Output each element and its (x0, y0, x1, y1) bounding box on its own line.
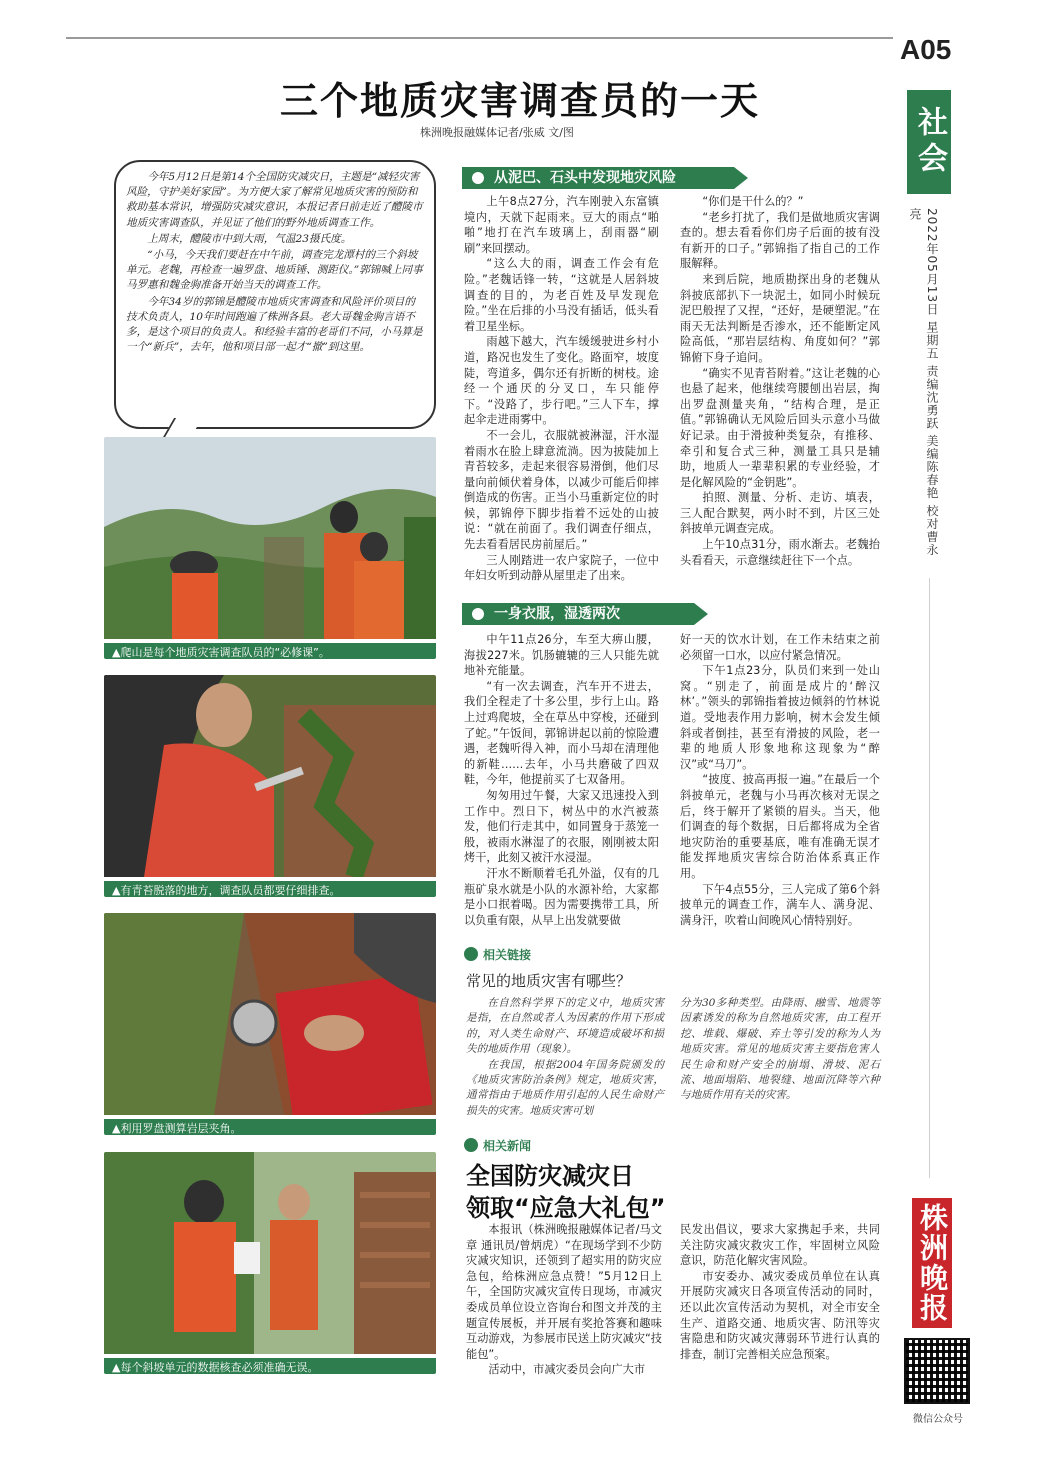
related-col1 (466, 996, 664, 1119)
body-paragraph: 汗水不断顺着毛孔外溢，仅有的几瓶矿泉水就是小队的水源补给，大家都是小口抿着喝。因为需要携带工具，所以负重有限，从早上出发就要做 (464, 866, 659, 927)
body-paragraph: 不一会儿，衣服就被淋湿，汗水湿着雨水在脸上肆意流淌。因为披陡加上青苔较多，走起来很容易滑倒，他们尽量向前倾伏着身体，以减少可能后仰摔倒造成的伤害。正当小马重新定位的时候，郭锦停下脚步指着不远处的山披说：“就在前面了。我们调查仔细点，先去看看居民房前屋后。” (464, 428, 659, 552)
body-paragraph: 雨越下越大，汽车缓缓驶进乡村小道，路况也发生了变化。路面窄，坡度陡，弯道多，偶尔还有折断的树枝。途经一个通厌的分叉口，车只能停下。“没路了，步行吧。”三人下车，撑起伞走进雨雾中。 (464, 335, 659, 427)
intro-paragraph: 上周末，醴陵市中到大雨，气温23摄氏度。 (147, 232, 352, 245)
news-col1 (466, 1222, 662, 1378)
news-paragraph: 市安委办、减灾委成员单位在认真开展防灾减灾日各项宣传活动的同时，还以此次宣传活动为契机，对全市安全生产、道路交通、地质灾害、防汛等灾害隐患和防灾减灾薄弱环节进行认真的排查，制订完善相关应急预案。 (680, 1269, 880, 1361)
intro-paragraph: 今年34岁的郭锦是醴陵市地质灾害调查和风险评价项目的技术负责人，10年时间跑遍了株洲各县。老大哥魏金驹言语不多，是这个项目的负责人。和经验丰富的老哥们不同，小马算是一个“新兵”，去年，他和项目部一起才“撤”到这里。 (126, 295, 423, 354)
related-news-tag: 相关新闻 (464, 1137, 531, 1154)
body-paragraph: 下午4点55分，三人完成了第6个斜披单元的调查工作，满车人、满身泥、满身汗，吹着山间晚风心情特别好。 (680, 882, 880, 927)
subhead-2: 一身衣服，湿透两次 (462, 603, 694, 625)
photo-moss-check (104, 675, 436, 897)
side-rule (929, 578, 930, 1178)
photo-caption: ▲利用罗盘测算岩层夹角。 (104, 1119, 436, 1135)
body-paragraph: “这么大的雨，调查工作会有危险。”老魏话锋一转，“这就是人居斜坡调查的目的，为老百姓及早发现危险。”坐在后排的小马没有插话，低头看着卫星坐标。 (464, 257, 659, 333)
body-paragraph: “老乡打扰了，我们是做地质灾害调查的。想去看看你们房子后面的披有没有新开的口子。”郭锦指了指自己的工作服解释。 (680, 210, 880, 271)
body-paragraph: “确实不见青苔附着。”这让老魏的心也悬了起来，他继续弯腰刨出岩层，掏出罗盘测量夹角，“结构合理，是正值。”郭锦确认无风险后回头示意小马做好记录。由于滑披种类复杂，有推移、牵引和复合式三种，测量工具只是辅助，地质人一辈辈积累的专业经验，才是化解风险的“金钥匙”。 (680, 366, 880, 489)
body-paragraph: 中午11点26分，车至大痹山腰，海拔227米。饥肠辘辘的三人只能先就地补充能量。 (464, 633, 659, 678)
intro-text (126, 170, 424, 356)
knowledge-paragraph: 在我国，根据2004年国务院颁发的《地质灾害防治条例》规定，地质灾害，通常指由于地质作用引起的人民生命财产损失的灾害。地质灾害可划 (466, 1058, 664, 1117)
news-paragraph: 民发出倡议，要求大家携起手来，共同关注防灾减灾救灾工作，牢固树立风险意识，防范化解灾害风险。 (680, 1223, 880, 1268)
news-col2 (680, 1222, 880, 1362)
photo-caption: ▲有青苔脱落的地方，调查队员都要仔细排查。 (104, 881, 436, 897)
body-paragraph: 上午8点27分，汽车刚驶入东富镇境内，天就下起雨来。豆大的雨点“啪啪”地打在汽车玻璃上，刮雨器“刷刷”来回摆动。 (464, 195, 659, 255)
knowledge-paragraph: 分为30多种类型。由降雨、融雪、地震等因素诱发的称为自然地质灾害，由工程开挖、堆载、爆破、弃土等引发的称为人为地质灾害。常见的地质灾害主要指危害人民生命和财产安全的崩塌、滑坡、泥石流、地面塌陷、地裂缝、地面沉降等六种与地质作用有关的灾害。 (680, 997, 880, 1102)
knowledge-paragraph: 在自然科学界下的定义中，地质灾害是指，在自然或者人为因素的作用下形成的，对人类生命财产、环境造成破坏和损失的地质作用（现象）。 (466, 997, 664, 1056)
related-link-tag: 相关链接 (464, 946, 531, 963)
intro-paragraph: 今年5月12日是第14个全国防灾减灾日，主题是“减轻灾害风险，守护美好家园”。为方便大家了解常见地质灾害的预防和救助基本常识，增强防灾减灾意识，本报记者日前走近了醴陵市地质灾害调查队，并见证了他们的野外地质调查工作。 (126, 171, 423, 229)
section2-col1 (464, 632, 659, 928)
news-title-line: 领取“应急大礼包” (466, 1194, 666, 1222)
qr-caption: 微信公众号 (913, 1414, 963, 1425)
section-tab: 社会 (907, 90, 951, 194)
body-paragraph: 上午10点31分，雨水渐去。老魏抬头看看天，示意继续赶往下一个点。 (680, 538, 880, 567)
photo-compass (104, 913, 436, 1135)
news-title-line: 全国防灾减灾日 (466, 1162, 634, 1190)
section1-col1 (464, 194, 659, 584)
body-paragraph: 匆匆用过午餐，大家又迅速投入到工作中。烈日下，树丛中的水汽被蒸发，他们行走其中，如同置身于蒸笼一般，被雨水淋湿了的衣服，刚刚被太阳烤干，此刻又被汗水浸湿。 (464, 788, 659, 865)
newspaper-logo: 株洲晚报 (912, 1198, 952, 1328)
body-paragraph: 拍照、测量、分析、走访、填表，三人配合默契，两小时不到，片区三处斜披单元调查完成。 (680, 491, 880, 536)
body-paragraph: “你们是干什么的？” (702, 195, 804, 208)
news-title (466, 1160, 726, 1224)
body-paragraph: “披度、披高再报一遍。”在最后一个斜披单元，老魏与小马再次核对无误之后，终于解开了紧锁的眉头。当天，他们调查的每个数据，日后都将成为全省地灾防治的重要基底，唯有准确无误才能发挥地质灾害综合防治体系真正作用。 (680, 773, 880, 880)
intro-paragraph: “小马，今天我们要赶在中午前，调查完龙潭村的三个斜坡单元。老魏，再检查一遍罗盘、地质锤、测距仪。”郭锦喊上同事马罗惠和魏金驹准备开始当天的调查工作。 (126, 249, 423, 292)
body-paragraph: 来到后院，地质勘探出身的老魏从斜披底部扒下一块泥土，如同小时候玩泥巴般捏了又捏，“还好，是硬塑泥。”在雨天无法判断是否渗水，还不能断定风险高低，“那岩层结构、角度如何？”郭锦俯下身子追问。 (680, 272, 880, 364)
photo-data-check (104, 1152, 436, 1374)
photo-mountain-climb (104, 437, 436, 659)
related-question: 常见的地质灾害有哪些？ (466, 972, 632, 990)
body-paragraph: “有一次去调查，汽车开不进去，我们全程走了十多公里，步行上山。路上过鸡爬坡，全在草丛中穿梭，还碰到了蛇。”午饭间，郭锦讲起以前的惊险遭遇，老魏听得入神，而小马却在清理他的新鞋……去年，小马共磨破了四双鞋，今年，他提前买了七双备用。 (464, 679, 659, 787)
news-paragraph: 活动中，市减灾委员会向广大市 (488, 1363, 646, 1377)
subhead-1: 从泥巴、石头中发现地灾风险 (462, 167, 734, 189)
byline: 株洲晚报融媒体记者/张威 文/图 (420, 126, 574, 139)
section2-col2 (680, 632, 880, 928)
body-paragraph: 三人刚踏进一农户家院子，一位中年妇女听到动静从屋里走了出来。 (464, 553, 659, 583)
photo-caption: ▲每个斜坡单元的数据核查必须准确无误。 (104, 1358, 436, 1374)
body-paragraph: 好一天的饮水计划，在工作未结束之前必须留一口水，以应付紧急情况。 (680, 633, 880, 662)
top-rule (66, 37, 893, 39)
side-date-line: 2022年05月13日 星期五 责编沈勇跃 美编陈春艳 校对曹永亮 (908, 208, 939, 557)
section1-col2 (680, 194, 880, 568)
related-col2 (680, 996, 880, 1104)
headline: 三个地质灾害调查员的一天 (279, 79, 760, 123)
news-paragraph: 本报讯（株洲晚报融媒体记者/马文章 通讯员/曾炳虎）“在现场学到不少防灾减灾知识，还领到了超实用的防灾应急包，给株洲应急点赞！”5月12日上午，全国防灾减灾宣传日现场，市减灾委成员单位设立咨询台和图文并茂的主题宣传展板，并开展有奖抢答赛和趣味互动游戏，为参展市民送上防灾减灾“技能包”。 (466, 1223, 662, 1361)
body-paragraph: 下午1点23分，队员们来到一处山窝。“别走了，前面是成片的‘醉汉林’。”领头的郭锦指着披边倾斜的竹林说道。受地表作用力影响，树木会发生倾斜或者倒挂，甚至有滑披的风险，老一辈的地质人形象地称这现象为“醉汉”或“马刀”。 (680, 664, 880, 771)
photo-caption: ▲爬山是每个地质灾害调查队员的“必修课”。 (104, 643, 436, 659)
page-number: A05 (900, 34, 952, 65)
qr-code-icon (904, 1338, 970, 1404)
